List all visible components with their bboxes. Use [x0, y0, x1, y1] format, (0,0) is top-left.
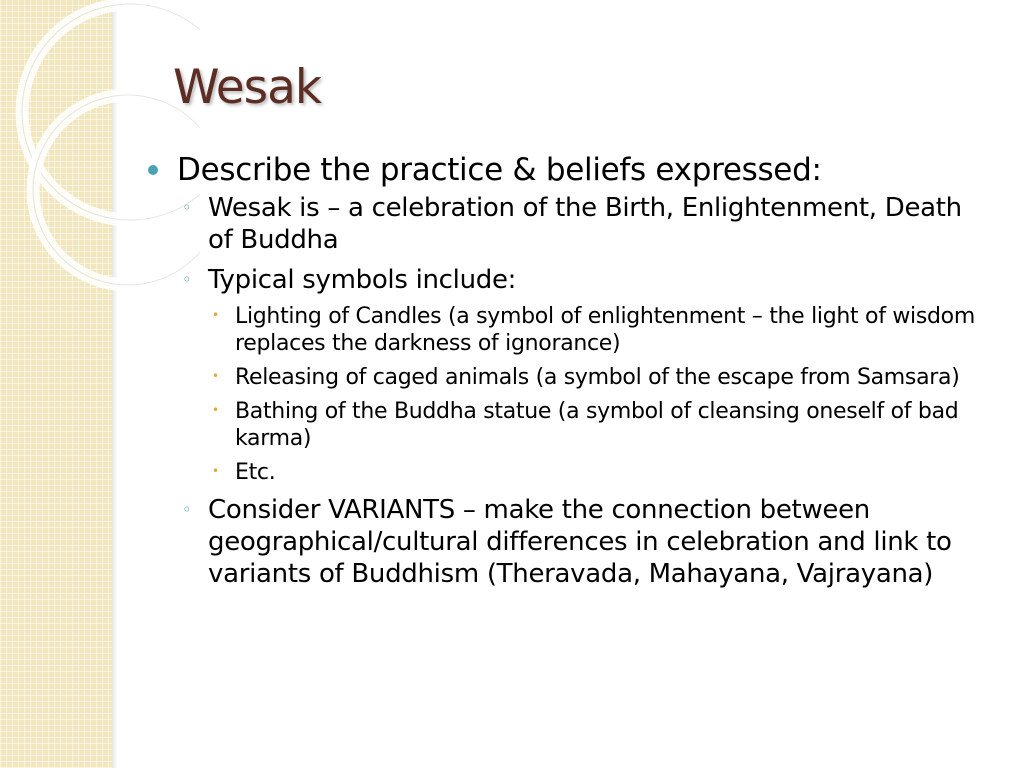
small-dot-bullet-icon: •	[212, 403, 219, 417]
sub-bullet-text: Consider VARIANTS – make the connection between geographical/cultural differences in celebration and link to variants of Buddhism (Theravada, Mahayana, Vajrayana)	[208, 495, 952, 589]
symbol-item-bathing	[148, 398, 978, 452]
symbol-item-text: Etc.	[235, 460, 276, 485]
symbol-item-candles	[148, 303, 978, 357]
symbol-item-animals	[148, 364, 978, 391]
symbol-item-text: Bathing of the Buddha statue (a symbol of cleansing oneself of bad karma)	[235, 399, 959, 451]
bullet-dot-icon	[148, 165, 158, 175]
symbol-item-etc	[148, 459, 978, 486]
sub-bullet-wesak-is	[148, 192, 978, 256]
slide-content	[148, 150, 978, 590]
symbol-item-text: Releasing of caged animals (a symbol of the escape from Samsara)	[235, 365, 960, 390]
small-dot-bullet-icon: •	[212, 464, 219, 478]
small-dot-bullet-icon: •	[212, 369, 219, 383]
slide-title: Wesak	[173, 60, 322, 115]
small-dot-bullet-icon: •	[212, 308, 219, 322]
hollow-circle-bullet-icon: ◦	[182, 198, 192, 217]
hollow-circle-bullet-icon: ◦	[182, 500, 192, 519]
symbol-item-text: Lighting of Candles (a symbol of enlightenment – the light of wisdom replaces the darkness of ignorance)	[235, 304, 975, 356]
hollow-circle-bullet-icon: ◦	[182, 270, 192, 289]
sub-bullet-text: Wesak is – a celebration of the Birth, Enlightenment, Death of Buddha	[208, 193, 962, 255]
sub-bullet-text: Typical symbols include:	[208, 265, 517, 295]
sub-bullet-typical-symbols	[148, 264, 978, 296]
sub-bullet-variants	[148, 494, 978, 590]
bullet-text: Describe the practice & beliefs expressed:	[177, 152, 822, 188]
bullet-describe	[148, 150, 978, 190]
